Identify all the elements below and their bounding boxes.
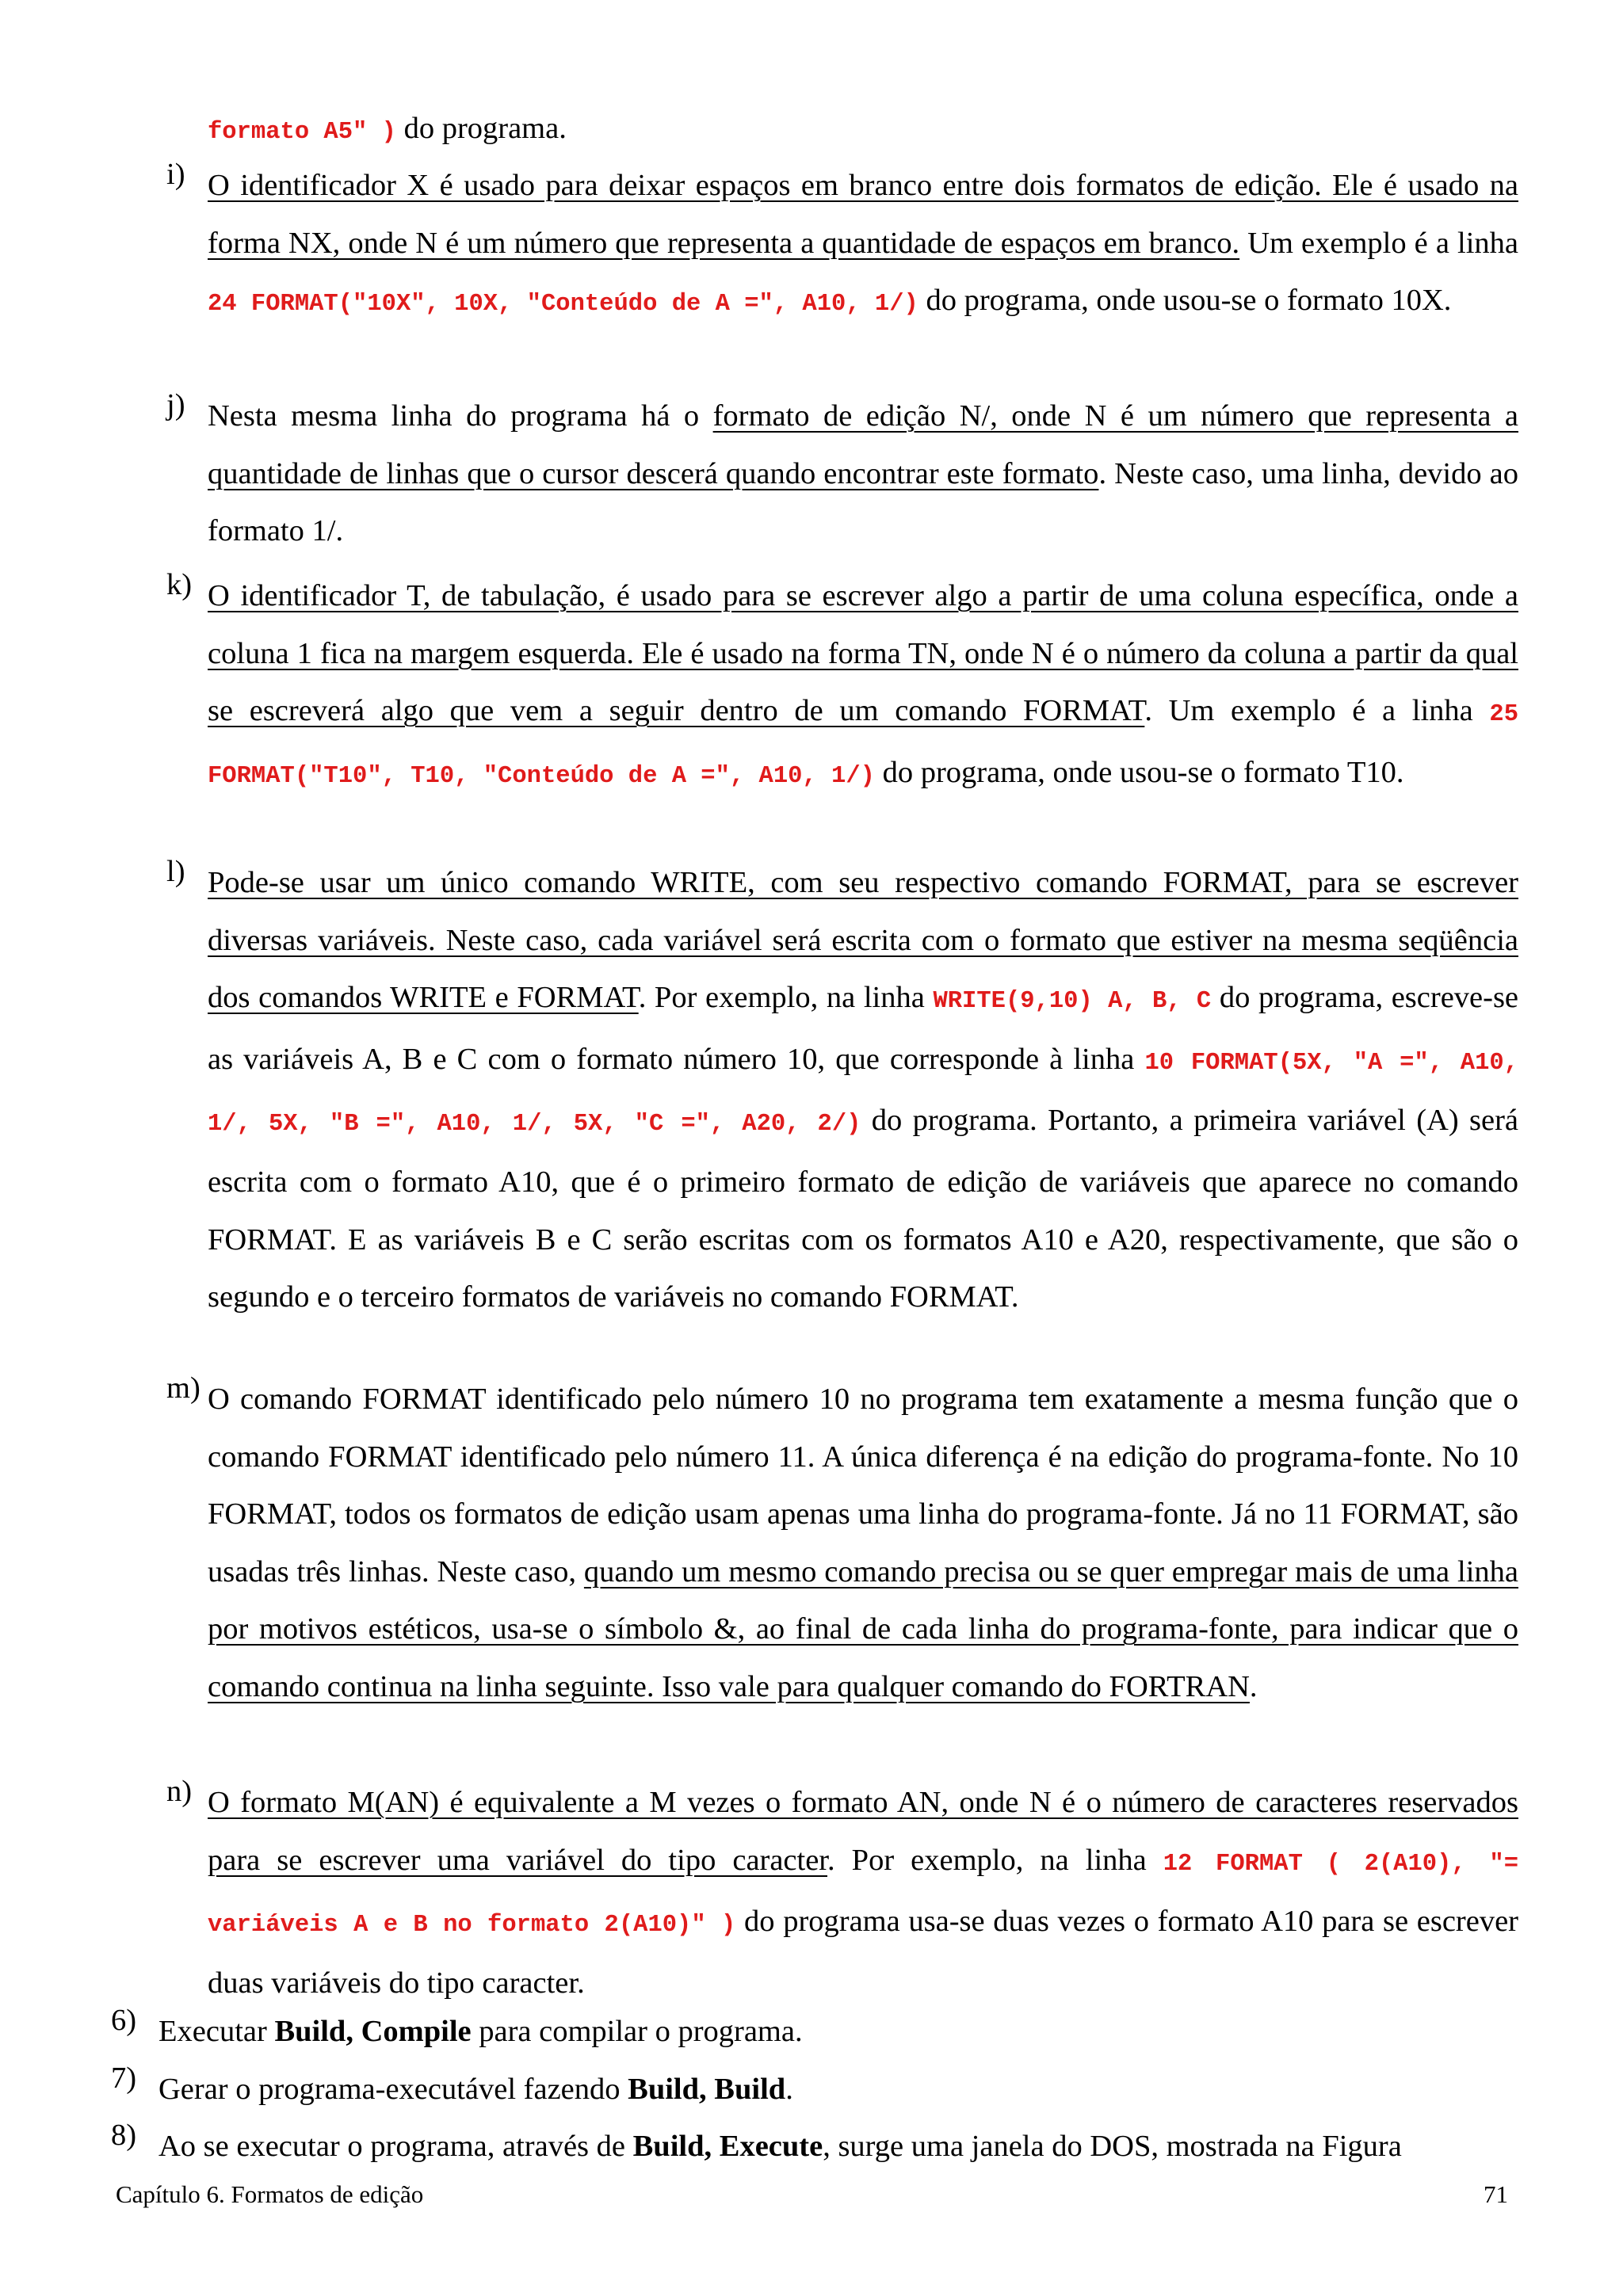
list-label: n) [166, 1775, 193, 1808]
intro-text: do programa. [395, 112, 567, 145]
body-text: do programa. Portanto, a primeira variável (A) será escrita com o formato A10, que é o primeiro formato de edição de variáveis que aparece no comando FORMAT. E as variáveis B e C serão escritas com os formatos A10 e A20, respectivamente, que são o segundo e o terceiro formatos de variáveis no comando FORMAT. [208, 1104, 1518, 1314]
step-label: 8) [111, 2119, 137, 2152]
step-6 [111, 2003, 1518, 2061]
body-text: . Neste caso, uma linha, devido ao formato 1/. [208, 456, 1518, 548]
footer-page-number: 71 [1484, 2180, 1508, 2208]
body-text: do programa, escreve-se as variáveis A, B e C com o formato número 10, que corresponde à linha [208, 981, 1519, 1076]
body-text: . Um exemplo é a linha [1144, 694, 1490, 728]
body-text: Nesta mesma linha do programa há o [208, 399, 713, 433]
body-text: Um exemplo é a linha [1239, 226, 1519, 260]
body-text: . Por exemplo, na linha [827, 1843, 1163, 1877]
body-text: O comando FORMAT identificado pelo número 10 no programa tem exatamente a mesma função que o comando FORMAT identificado pelo número 11. A única diferença é na edição do programa-fonte. No 10 FORMAT, todos os formatos de edição usam apenas uma linha do programa-fonte. Já no 11 FORMAT, são usadas três linhas. Neste caso, [208, 1383, 1518, 1589]
list-label: l) [166, 855, 185, 888]
body-text: Ao se executar o programa, através de [158, 2130, 633, 2163]
list-item-k [166, 567, 1518, 805]
step-7 [111, 2061, 1518, 2119]
bold-command: Build, Execute [632, 2130, 823, 2163]
list-item-i [166, 157, 1519, 334]
list-item-l [166, 854, 1519, 1326]
underlined-text: O formato M(AN) é equivalente a M vezes o formato AN, onde N é o número de caracteres reservados para se escrever uma variável do tipo caracter [208, 1786, 1518, 1877]
list-item-n [166, 1774, 1519, 2012]
list-label: j) [166, 388, 185, 421]
list-label: k) [166, 568, 193, 601]
step-8 [111, 2118, 1518, 2176]
body-text: para compilar o programa. [471, 2015, 803, 2048]
body-text: . [1249, 1669, 1258, 1703]
code-snippet: 10 FORMAT(5X, "A =", A10, 1/, 5X, "B =", A10, 1/, 5X, "C =", A20, 2/) [208, 1049, 1519, 1138]
body-text: do programa, onde usou-se o formato T10. [874, 755, 1404, 789]
code-snippet: 12 FORMAT ( 2(A10), "= variáveis A e B no formato 2(A10)" ) [208, 1850, 1519, 1939]
step-label: 7) [111, 2061, 137, 2095]
list-item-m [166, 1371, 1518, 1716]
list-item-j [166, 387, 1518, 560]
body-text: do programa usa-se duas vezes o formato A10 para se escrever duas variáveis do tipo caracter. [208, 1905, 1518, 2000]
underlined-text: O identificador T, de tabulação, é usado para se escrever algo a partir de uma coluna específica, onde a coluna 1 fica na margem esquerda. Ele é usado na forma TN, onde N é o número da coluna a partir da qual se escreverá algo que vem a seguir dentro de um comando FORMAT [208, 579, 1518, 728]
underlined-text: formato de edição N/, onde N é um número que representa a quantidade de linhas que o cursor descerá quando encontrar este formato [208, 399, 1518, 490]
bold-command: Build, Compile [274, 2015, 472, 2048]
list-label: i) [166, 158, 185, 191]
underlined-text: Pode-se usar um único comando WRITE, com seu respectivo comando FORMAT, para se escrever diversas variáveis. Neste caso, cada variável será escrita com o formato que estiver na mesma seqüência dos comandos WRITE e FORMAT [208, 866, 1518, 1015]
bold-command: Build, Build [628, 2073, 786, 2106]
code-snippet: 24 FORMAT("10X", 10X, "Conteúdo de A =", A10, 1/) [208, 291, 918, 318]
intro-line [208, 100, 1518, 162]
code-snippet: 25 FORMAT("T10", T10, "Conteúdo de A =", A10, 1/) [208, 701, 1518, 790]
body-text: Gerar o programa-executável fazendo [158, 2073, 628, 2106]
body-text: . Por exemplo, na linha [638, 981, 934, 1015]
body-text: do programa, onde usou-se o formato 10X. [918, 284, 1452, 318]
code-snippet: WRITE(9,10) A, B, C [933, 988, 1212, 1016]
footer-chapter: Capítulo 6. Formatos de edição [116, 2180, 424, 2208]
step-label: 6) [111, 2004, 137, 2037]
underlined-text: quando um mesmo comando precisa ou se quer empregar mais de uma linha por motivos estéticos, usa-se o símbolo &, ao final de cada linha do programa-fonte, para indicar que o comando continua na linha seguinte. Isso vale para qualquer comando do FORTRAN [208, 1554, 1518, 1703]
body-text: , surge uma janela do DOS, mostrada na Figura [823, 2130, 1402, 2163]
body-text: . [785, 2073, 793, 2106]
underlined-text: O identificador X é usado para deixar espaços em branco entre dois formatos de edição. Ele é usado na forma NX, onde N é um número que representa a quantidade de espaços em branco. [208, 169, 1518, 260]
list-label: m) [166, 1371, 200, 1405]
body-text: Executar [158, 2015, 275, 2048]
intro-code: formato A5" ) [208, 119, 396, 146]
